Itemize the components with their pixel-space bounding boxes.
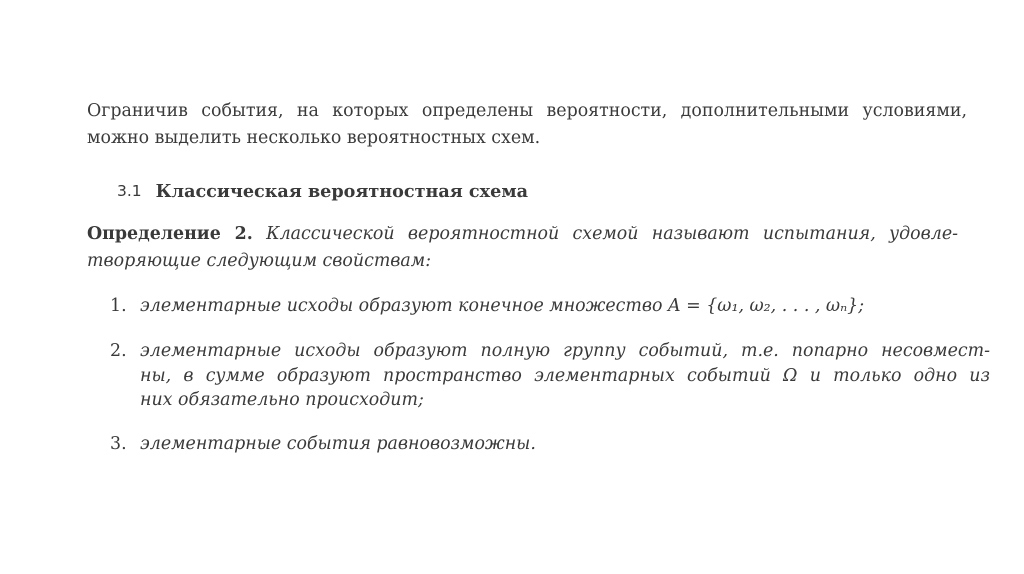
list-item-line: них обязательно происходит; [140, 390, 424, 410]
list-marker: 1. [110, 296, 127, 316]
section-number: 3.1 [117, 182, 142, 200]
list-item-line: элементарные исходы образуют полную группу событий, т.е. попарно несовмест- [140, 341, 990, 361]
intro-line: Ограничив события, на которых определены вероятности, дополнительными условиями, [87, 101, 967, 121]
section-title: Классическая вероятностная схема [155, 181, 529, 202]
list-marker: 3. [110, 434, 127, 454]
definition-block [87, 221, 958, 275]
intro-line: можно выделить несколько вероятностных схем. [87, 128, 541, 148]
list-item [110, 432, 990, 457]
definition-line [87, 221, 958, 248]
list-item [110, 294, 990, 319]
list-item-line: элементарные события равновозможны. [140, 434, 536, 454]
intro-paragraph [87, 98, 967, 152]
list-item-line: элементарные исходы образуют конечное множество A = {ω₁, ω₂, . . . , ωₙ}; [140, 296, 865, 316]
list-marker: 2. [110, 341, 127, 361]
definition-line: творяющие следующим свойствам: [87, 251, 432, 271]
list-item-line: ны, в сумме образуют пространство элементарных событий Ω и только одно из [140, 365, 990, 386]
definition-label: Определение 2. [87, 224, 253, 244]
definition-text: Классической вероятностной схемой называют испытания, удовле- [266, 224, 958, 244]
section-heading [117, 181, 528, 202]
list-item [110, 339, 990, 413]
